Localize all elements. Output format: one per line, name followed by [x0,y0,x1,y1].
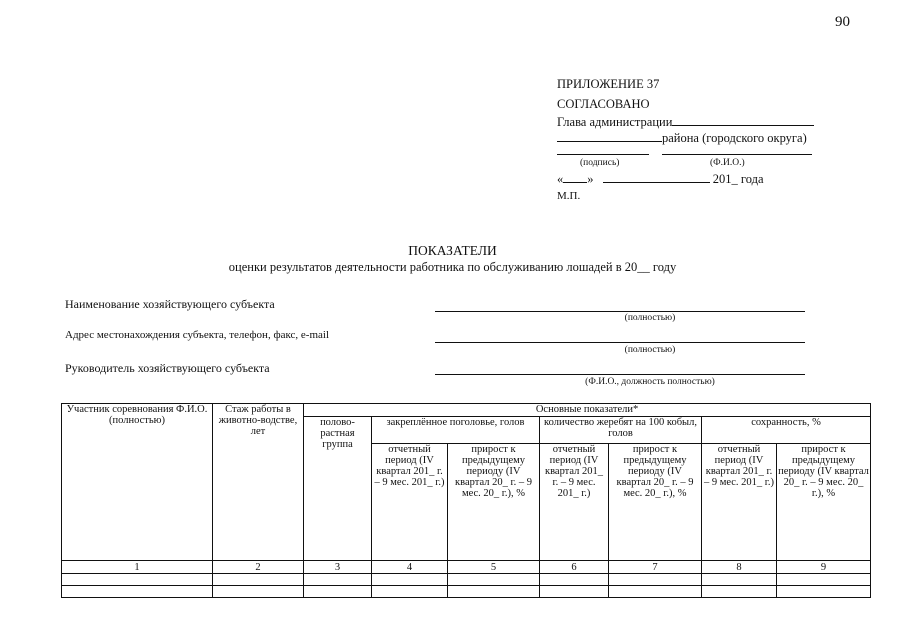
stamp-label: М.П. [557,190,581,202]
entity-address-label: Адрес местонахождения субъекта, телефон, факс, e-mail [65,329,330,341]
column-number: 9 [777,561,871,574]
survival-group-header: сохранность, % [702,417,871,444]
livestock-growth-header: прирост к предыдущему периоду (IV квартал 20_ г. – 9 мес. 20_ г.), % [448,444,540,561]
experience-header: Стаж работы в животно-водстве, лет [213,404,304,561]
table-row [62,574,871,586]
head-line [557,114,814,130]
head-name-blank [672,114,814,126]
district-line [557,130,807,146]
signature-caption: (подпись) [580,158,620,168]
month-blank [603,171,710,183]
year-text: 201_ года [712,172,764,186]
table-cell [777,574,871,586]
name-caption: (Ф.И.О.) [710,158,745,168]
entity-head-label: Руководитель хозяйствующего субъекта [65,361,270,375]
entity-head-caption: (Ф.И.О., должность полностью) [585,377,715,387]
date-line [557,171,764,187]
date-close-quote: » [587,172,594,186]
head-label: Глава администрации [557,115,673,129]
foals-group-header: количество жеребят на 100 кобыл, голов [540,417,702,444]
day-blank [563,171,587,183]
entity-name-caption: (полностью) [624,313,676,323]
table-cell [702,574,777,586]
column-number: 4 [372,561,448,574]
survival-reporting-header: отчетный период (IV квартал 201_ г. – 9 мес. 201_ г.) [702,444,777,561]
participant-header: Участник соревнования Ф.И.О. (полностью) [62,404,213,561]
page-number: 90 [835,14,850,30]
document-title: ПОКАЗАТЕЛИ [408,243,497,258]
document-subtitle: оценки результатов деятельности работника по обслуживанию лошадей в 20__ году [228,260,677,274]
table-cell [609,574,702,586]
table-cell [372,574,448,586]
column-number: 7 [609,561,702,574]
district-blank [557,130,662,142]
name-blank [662,154,812,155]
table-cell [62,586,213,598]
column-number: 6 [540,561,609,574]
column-number: 3 [304,561,372,574]
column-number-row [62,561,871,574]
table-cell [62,574,213,586]
entity-address-blank [435,342,805,343]
column-number: 1 [62,561,213,574]
entity-address-caption: (полностью) [624,345,676,355]
livestock-reporting-header: отчетный период (IV квартал 201_ г. – 9 мес. 201_ г.) [372,444,448,561]
table-cell [702,586,777,598]
table-row [62,586,871,598]
date-open-quote: « [557,172,564,186]
entity-name-label: Наименование хозяйствующего субъекта [65,297,275,311]
entity-head-blank [435,374,805,375]
main-indicators-header: Основные показатели* [304,404,871,417]
indicators-table [61,403,871,598]
sex-age-group-header: полово-растная группа [304,417,372,561]
column-number: 8 [702,561,777,574]
table-cell [213,574,304,586]
livestock-group-header: закреплённое поголовье, голов [372,417,540,444]
foals-growth-header: прирост к предыдущему периоду (IV квартал 20_ г. – 9 мес. 20_ г.), % [609,444,702,561]
foals-reporting-header: отчетный период (IV квартал 201_ г. – 9 мес. 201_ г.) [540,444,609,561]
table-cell [304,574,372,586]
table-cell [372,586,448,598]
column-number: 5 [448,561,540,574]
table-cell [304,586,372,598]
table-cell [448,574,540,586]
signature-blank [557,154,649,155]
table-cell [609,586,702,598]
survival-growth-header: прирост к предыдущему периоду (IV квартал 20_ г. – 9 мес. 20_ г.), % [777,444,871,561]
table-cell [213,586,304,598]
appendix-label: ПРИЛОЖЕНИЕ 37 [557,77,660,91]
district-label: района (городского округа) [662,131,807,145]
table-cell [448,586,540,598]
table-cell [777,586,871,598]
table-cell [540,586,609,598]
entity-name-blank [435,311,805,312]
column-number: 2 [213,561,304,574]
agreed-label: СОГЛАСОВАНО [557,97,650,111]
table-cell [540,574,609,586]
